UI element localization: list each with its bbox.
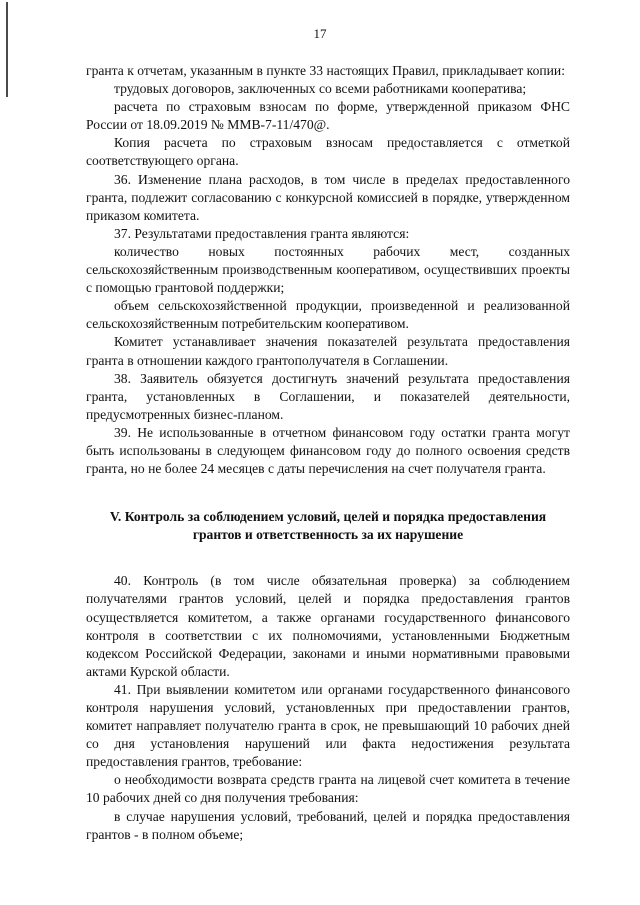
paragraph: Комитет устанавливает значения показателей результата предоставления гранта в отношении каждого грантополучателя в Соглашении. <box>86 334 570 368</box>
paragraph: в случае нарушения условий, требований, целей и порядка предоставления грантов - в полном объеме; <box>86 808 570 842</box>
paragraph-39: 39. Не использованные в отчетном финансовом году остатки гранта могут быть использованы в следующем финансовом году до полного освоения средств гранта, но не более 24 месяцев с даты перечисления на счет получателя гранта. <box>86 424 570 477</box>
paragraph-37: 37. Результатами предоставления гранта являются: <box>114 225 410 241</box>
paragraph: объем сельскохозяйственной продукции, произведенной и реализованной сельскохозяйственным потребительским кооперативом. <box>86 298 570 332</box>
paragraph-38: 38. Заявитель обязуется достигнуть значений результата предоставления гранта, установленных в Соглашении, и показателей деятельности, предусмотренных бизнес-планом. <box>86 370 570 422</box>
paragraph: о необходимости возврата средств гранта на лицевой счет комитета в течение 10 рабочих дней со дня получения требования: <box>86 772 570 806</box>
section-heading: V. Контроль за соблюдением условий, целей и порядка предоставления грантов и ответственность за их нарушение <box>109 509 547 543</box>
document-body <box>86 62 570 844</box>
paragraph: количество новых постоянных рабочих мест, созданных сельскохозяйственным производственным кооперативом, осуществивших проекты с помощью грантовой поддержки; <box>86 243 570 296</box>
paragraph-40: 40. Контроль (в том числе обязательная проверка) за соблюдением получателями грантов условий, целей и порядка предоставления грантов осуществляется комитетом, а также органами государственного финансового контроля в соответствии с их полномочиями, установленными Бюджетным кодексом Российской Федерации, законами и иными нормативными правовыми актами Курской области. <box>86 573 570 679</box>
scan-margin-line <box>6 2 8 97</box>
paragraph: гранта к отчетам, указанным в пункте 33 настоящих Правил, прикладывает копии: <box>86 63 565 78</box>
paragraph: расчета по страховым взносам по форме, утвержденной приказом ФНС России от 18.09.2019 № ММВ-7-11/470@. <box>86 99 570 133</box>
paragraph-41: 41. При выявлении комитетом или органами государственного финансового контроля нарушения условий, установленных при предоставлении грантов, комитет направляет получателю гранта в срок, не превышающий 10 рабочих дней со дня установления нарушений или факта недостижения результата предоставления грантов, требование: <box>86 681 570 770</box>
paragraph: трудовых договоров, заключенных со всеми работниками кооператива; <box>114 81 527 97</box>
paragraph: Копия расчета по страховым взносам предоставляется с отметкой соответствующего органа. <box>86 135 570 169</box>
paragraph-36: 36. Изменение плана расходов, в том числе в пределах предоставленного гранта, подлежит согласованию с конкурсной комиссией в порядке, утвержденном приказом комитета. <box>86 171 570 223</box>
page-number: 17 <box>313 26 327 41</box>
